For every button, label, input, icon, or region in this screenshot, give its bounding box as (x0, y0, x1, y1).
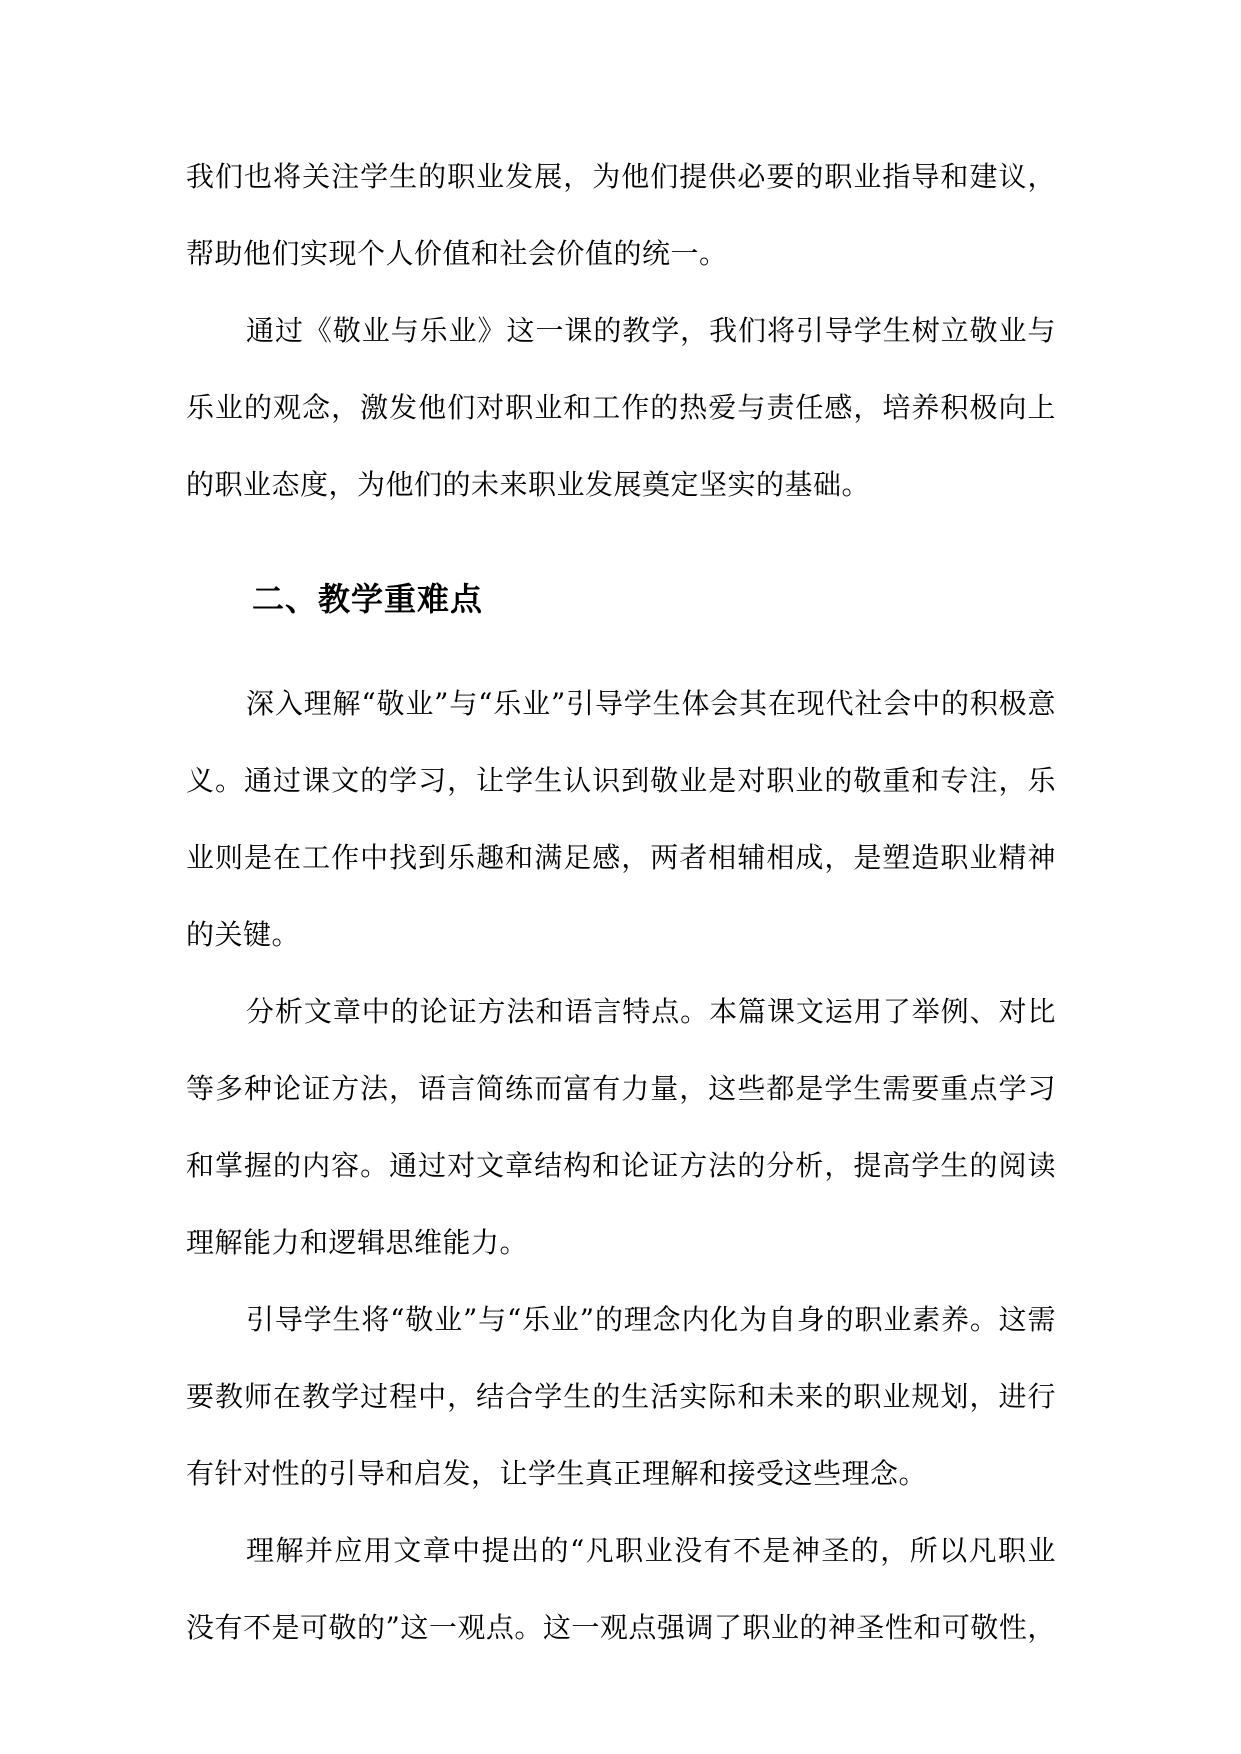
paragraph-argument-methods: 分析文章中的论证方法和语言特点。本篇课文运用了举例、对比等多种论证方法，语言简练而富有力量，这些都是学生需要重点学习和掌握的内容。通过对文章结构和论证方法的分析，提高学生的阅读理解能力和逻辑思维能力。 (186, 995, 1056, 1259)
document-body (186, 138, 1056, 1666)
section-heading-key-difficulties: 二、教学重难点 (252, 580, 484, 618)
paragraph-course-goal: 通过《敬业与乐业》这一课的教学，我们将引导学生树立敬业与乐业的观念，激发他们对职业和工作的热爱与责任感，培养积极向上的职业态度，为他们的未来职业发展奠定坚实的基础。 (186, 314, 1056, 501)
paragraph-understanding-concepts: 深入理解“敬业”与“乐业”引导学生体会其在现代社会中的积极意义。通过课文的学习，让学生认识到敬业是对职业的敬重和专注，乐业则是在工作中找到乐趣和满足感，两者相辅相成，是塑造职业精神的关键。 (186, 687, 1056, 951)
paragraph-career-guidance: 我们也将关注学生的职业发展，为他们提供必要的职业指导和建议，帮助他们实现个人价值和社会价值的统一。 (186, 160, 1056, 270)
paragraph-sacred-occupation: 理解并应用文章中提出的“凡职业没有不是神圣的，所以凡职业没有不是可敬的”这一观点。这一观点强调了职业的神圣性和可敬性， (186, 1534, 1056, 1644)
paragraph-internalize-ideas: 引导学生将“敬业”与“乐业”的理念内化为自身的职业素养。这需要教师在教学过程中，结合学生的生活实际和未来的职业规划，进行有针对性的引导和启发，让学生真正理解和接受这些理念。 (186, 1303, 1056, 1490)
